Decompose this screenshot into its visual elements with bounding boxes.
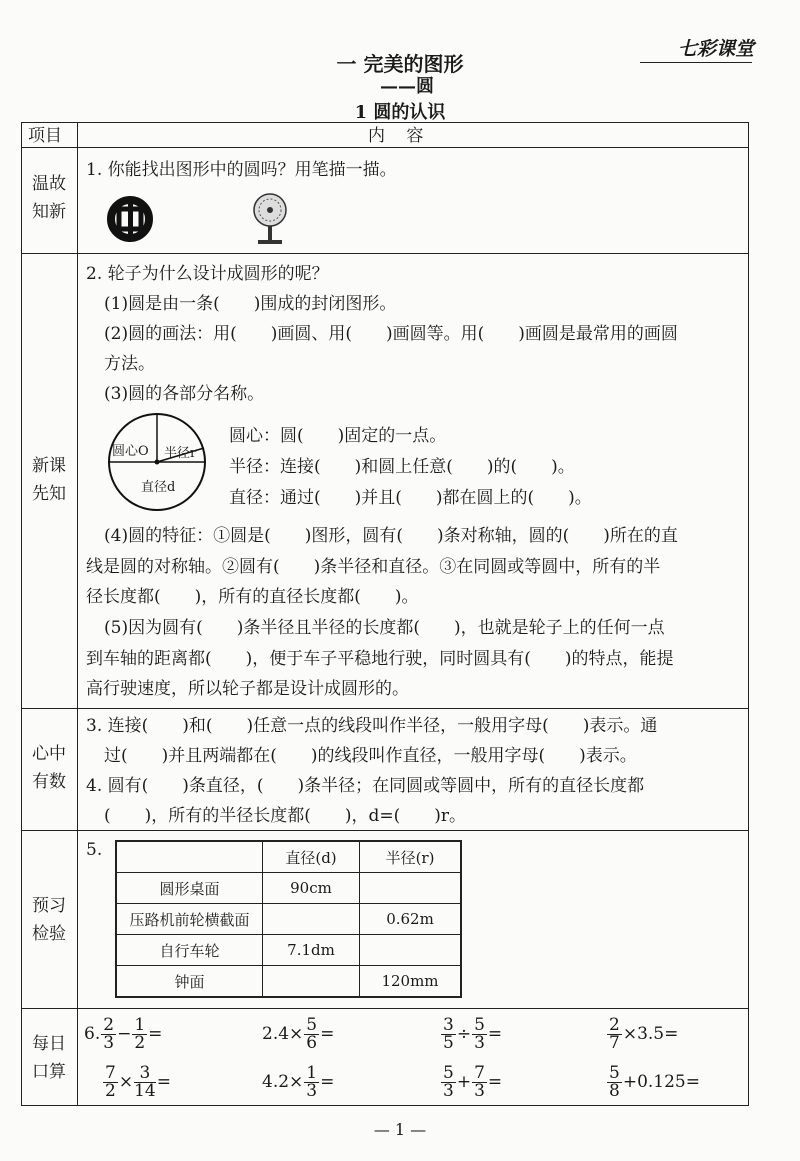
- table-cell: 钟面: [116, 966, 263, 998]
- q2-part-5-line1: (5)因为圆有( )条半径且半径的长度都( )，也就是轮子上的任何一点: [104, 618, 665, 638]
- row-divider: [21, 830, 749, 831]
- table-cell: [360, 873, 462, 904]
- q2-part-5-line3: 高行驶速度，所以轮子都是设计成圆形的。: [86, 679, 409, 699]
- row-divider: [21, 708, 749, 709]
- question-6-number: 6.: [84, 1024, 101, 1044]
- table-header-row: [116, 841, 461, 873]
- brand-logo: 七彩课堂: [677, 38, 754, 60]
- q2-part-1: (1)圆是由一条( )围成的封闭图形。: [104, 294, 397, 314]
- question-2: 2. 轮子为什么设计成圆形的呢？: [86, 264, 329, 284]
- row-divider: [21, 1008, 749, 1009]
- table-cell: 0.62m: [360, 904, 462, 935]
- question-3-line2: 过( )并且两端都在( )的线段叫作直径，一般用字母( )表示。: [104, 746, 637, 766]
- diagram-label-radius: 半径r: [164, 446, 197, 461]
- definition-radius: 半径：连接( )和圆上任意( )的( )。: [229, 457, 575, 477]
- table-row: [116, 873, 461, 904]
- table-row: [116, 966, 461, 998]
- table-cell: 压路机前轮横截面: [116, 904, 263, 935]
- expression-1: 6. $\frac{2}{3}$ − $\frac{1}{2}$ =: [84, 1015, 163, 1053]
- table-cell: [360, 935, 462, 966]
- column-divider: [77, 122, 78, 1106]
- definition-diameter: 直径：通过( )并且( )都在圆上的( )。: [229, 488, 592, 508]
- table-row: [116, 935, 461, 966]
- question-5: 5.: [86, 840, 103, 860]
- q2-part-5-line2: 到车轴的距离都( )，便于车子平稳地行驶，同时圆具有( )的特点，能提: [86, 649, 674, 669]
- expression-2: 2.4× $\frac{5}{6}$ =: [262, 1015, 335, 1053]
- q2-part-3: (3)圆的各部分名称。: [104, 384, 265, 404]
- chapter-title: 一 完美的图形: [336, 52, 464, 76]
- table-header-cell: [116, 841, 263, 873]
- diagram-label-diameter: 直径d: [141, 480, 176, 495]
- q2-part-2-line1: (2)圆的画法：用( )画圆、用( )画圆等。用( )画圆是最常用的画圆: [104, 324, 678, 344]
- section-label-review: 温故 知新: [32, 174, 66, 222]
- table-cell: 90cm: [263, 873, 360, 904]
- section-label-daily: 每日 口算: [32, 1034, 66, 1082]
- question-1: 1. 你能找出图形中的圆吗？用笔描一描。: [86, 160, 397, 180]
- circle-measurement-table: [115, 840, 462, 998]
- row-divider: [21, 253, 749, 254]
- lesson-title: 1 圆的认识: [354, 102, 446, 123]
- q2-part-4-line1: (4)圆的特征：①圆是( )图形，圆有( )条对称轴，圆的( )所在的直: [104, 526, 678, 546]
- header-project: 项目: [28, 126, 62, 146]
- expression-4: $\frac{2}{7}$ ×3.5=: [609, 1015, 679, 1053]
- table-header-cell: 半径(r): [360, 841, 462, 873]
- table-cell: [263, 966, 360, 998]
- table-cell: 自行车轮: [116, 935, 263, 966]
- header-content: 内 容: [368, 126, 432, 146]
- page-number: — 1 —: [373, 1120, 427, 1139]
- table-cell: 圆形桌面: [116, 873, 263, 904]
- expression-5: $\frac{7}{2}$ × $\frac{3}{14}$ =: [105, 1063, 171, 1101]
- electric-fan-icon: [248, 192, 294, 246]
- table-cell: 7.1dm: [263, 935, 360, 966]
- q2-part-4-line3: 径长度都( )，所有的直径长度都( )。: [86, 587, 419, 607]
- expression-8: $\frac{5}{8}$ +0.125=: [609, 1063, 700, 1101]
- expression-6: 4.2× $\frac{1}{3}$ =: [262, 1063, 335, 1101]
- expression-7: $\frac{5}{3}$ + $\frac{7}{3}$ =: [443, 1063, 503, 1101]
- question-3-line1: 3. 连接( )和( )任意一点的线段叫作半径，一般用字母( )表示。通: [86, 716, 658, 736]
- table-cell: [263, 904, 360, 935]
- question-4-line2: ( )，所有的半径长度都( )，d=( )r。: [104, 806, 467, 826]
- table-cell: 120mm: [360, 966, 462, 998]
- definition-center: 圆心：圆( )固定的一点。: [229, 426, 447, 446]
- table-header-cell: 直径(d): [263, 841, 360, 873]
- q2-part-4-line2: 线是圆的对称轴。②圆有( )条半径和直径。③在同圆或等圆中，所有的半: [86, 557, 661, 577]
- diagram-label-center: 圆心O: [112, 444, 149, 459]
- section-label-key-points: 心中 有数: [32, 744, 66, 792]
- expression-3: $\frac{3}{5}$ ÷ $\frac{5}{3}$ =: [443, 1015, 503, 1053]
- q2-part-2-line2: 方法。: [104, 354, 155, 374]
- table-row: [116, 904, 461, 935]
- chapter-subtitle: ——圆: [380, 76, 434, 97]
- question-4-line1: 4. 圆有( )条直径，( )条半径；在同圆或等圆中，所有的直径长度都: [86, 776, 645, 796]
- bank-logo-icon: [104, 196, 160, 242]
- section-label-preview: 预习 检验: [32, 896, 66, 944]
- section-label-new-lesson: 新课 先知: [32, 456, 66, 504]
